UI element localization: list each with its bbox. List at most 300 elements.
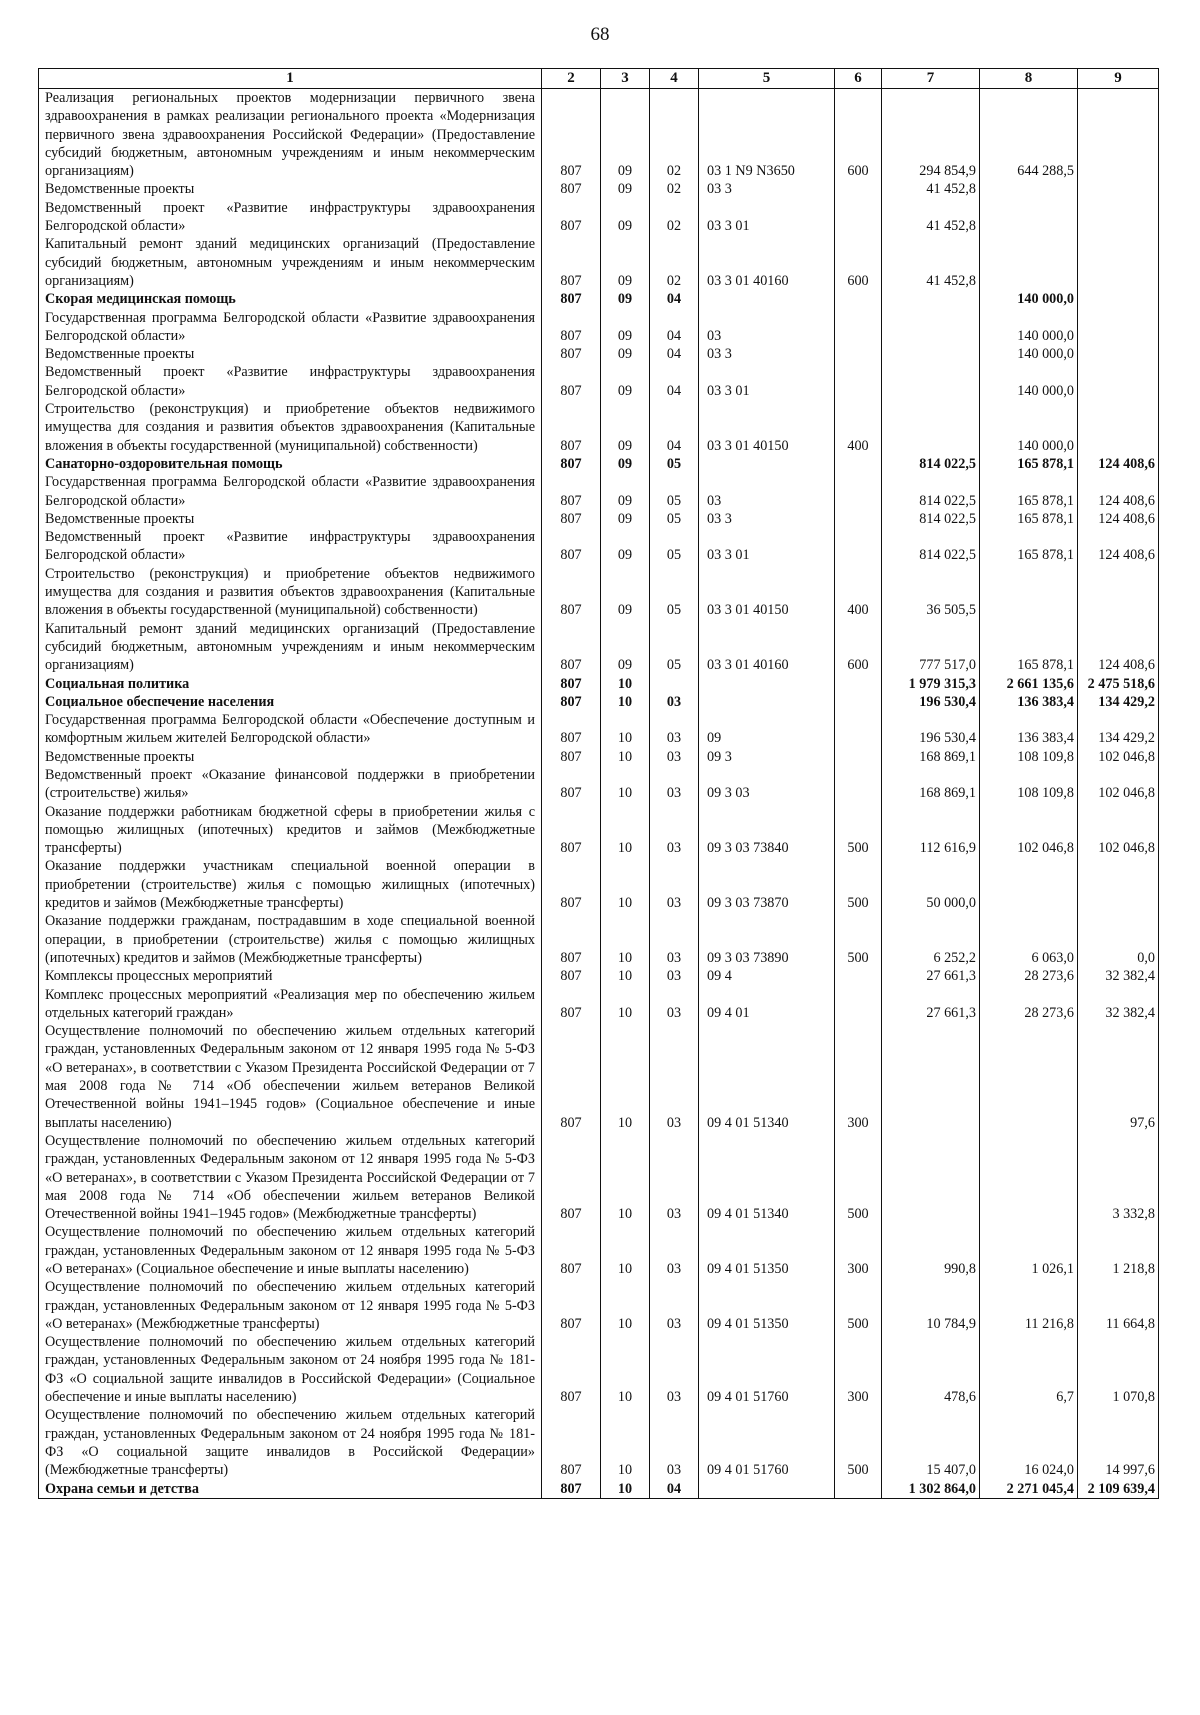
row-amount-col8: 28 273,6 [980,967,1078,985]
row-grbs: 807 [542,1406,601,1479]
row-name: Санаторно-оздоровительная помощь [39,455,542,473]
row-target-article [699,290,835,308]
row-subsection: 03 [650,803,699,858]
row-amount-col7: 10 784,9 [882,1278,980,1333]
row-section: 10 [601,857,650,912]
row-amount-col9: 97,6 [1078,1022,1159,1132]
row-grbs: 807 [542,363,601,400]
table-row [39,345,1159,363]
row-section: 10 [601,1278,650,1333]
row-amount-col9: 2 475 518,6 [1078,675,1159,693]
row-subsection: 03 [650,766,699,803]
row-section: 09 [601,620,650,675]
row-name: Комплексы процессных мероприятий [39,967,542,985]
row-grbs: 807 [542,986,601,1023]
row-grbs: 807 [542,565,601,620]
row-amount-col9: 14 997,6 [1078,1406,1159,1479]
row-amount-col9: 102 046,8 [1078,748,1159,766]
row-section: 09 [601,235,650,290]
row-section: 09 [601,309,650,346]
table-row [39,199,1159,236]
row-expense-type: 500 [835,803,882,858]
row-target-article: 09 4 01 51340 [699,1022,835,1132]
row-amount-col8 [980,180,1078,198]
row-subsection: 04 [650,345,699,363]
row-target-article: 09 3 03 73890 [699,912,835,967]
row-amount-col9 [1078,857,1159,912]
row-grbs: 807 [542,400,601,455]
row-amount-col8: 6 063,0 [980,912,1078,967]
row-amount-col9: 102 046,8 [1078,803,1159,858]
row-amount-col7: 196 530,4 [882,711,980,748]
row-amount-col7: 27 661,3 [882,967,980,985]
row-amount-col8: 2 271 045,4 [980,1480,1078,1499]
row-amount-col7: 41 452,8 [882,199,980,236]
row-section: 10 [601,912,650,967]
table-row [39,180,1159,198]
row-name: Ведомственный проект «Развитие инфраструктуры здравоохранения Белгородской области» [39,528,542,565]
row-expense-type: 300 [835,1223,882,1278]
row-section: 10 [601,748,650,766]
row-amount-col8 [980,565,1078,620]
row-expense-type: 500 [835,912,882,967]
row-target-article: 03 3 [699,345,835,363]
row-amount-col8: 644 288,5 [980,89,1078,181]
row-amount-col8: 102 046,8 [980,803,1078,858]
row-section: 09 [601,455,650,473]
row-target-article: 03 3 [699,510,835,528]
row-amount-col9: 32 382,4 [1078,967,1159,985]
table-row [39,675,1159,693]
row-name: Строительство (реконструкция) и приобретение объектов недвижимого имущества для создания и развития объектов здравоохранения (Капитальные вложения в объекты государственной (муниципальной) собственности) [39,400,542,455]
row-expense-type: 500 [835,1132,882,1223]
row-amount-col8: 16 024,0 [980,1406,1078,1479]
row-amount-col9: 2 109 639,4 [1078,1480,1159,1499]
row-grbs: 807 [542,235,601,290]
row-grbs: 807 [542,528,601,565]
row-subsection: 02 [650,180,699,198]
row-target-article: 09 4 01 51350 [699,1278,835,1333]
row-expense-type [835,675,882,693]
table-row [39,1223,1159,1278]
row-amount-col8: 140 000,0 [980,290,1078,308]
table-row [39,711,1159,748]
row-amount-col9 [1078,565,1159,620]
row-target-article [699,675,835,693]
row-subsection: 02 [650,89,699,181]
row-name: Осуществление полномочий по обеспечению жильем отдельных категорий граждан, установленных Федеральным законом от 12 января 1995 года № 5-ФЗ «О ветеранах» (Социальное обеспечение и иные выплаты населению) [39,1223,542,1278]
row-name: Ведомственный проект «Развитие инфраструктуры здравоохранения Белгородской области» [39,199,542,236]
row-amount-col8: 28 273,6 [980,986,1078,1023]
header-col-9: 9 [1078,69,1159,89]
row-target-article: 09 4 01 [699,986,835,1023]
table-row [39,473,1159,510]
row-amount-col8: 165 878,1 [980,528,1078,565]
row-amount-col7: 15 407,0 [882,1406,980,1479]
header-row [39,69,1159,89]
row-expense-type: 600 [835,620,882,675]
row-amount-col9: 134 429,2 [1078,693,1159,711]
row-target-article: 03 [699,473,835,510]
row-section: 10 [601,1333,650,1406]
row-grbs: 807 [542,473,601,510]
table-row [39,766,1159,803]
row-expense-type [835,510,882,528]
row-grbs: 807 [542,199,601,236]
row-grbs: 807 [542,693,601,711]
row-name: Ведомственные проекты [39,345,542,363]
row-expense-type: 500 [835,1406,882,1479]
page-number: 68 [590,24,610,45]
table-row [39,693,1159,711]
row-section: 10 [601,711,650,748]
row-amount-col7: 294 854,9 [882,89,980,181]
row-section: 10 [601,1406,650,1479]
row-name: Осуществление полномочий по обеспечению жильем отдельных категорий граждан, установленных Федеральным законом от 24 ноября 1995 года № 181-ФЗ «О социальной защите инвалидов в Российской Федерации» (Социальное обеспечение и иные выплаты населению) [39,1333,542,1406]
row-amount-col9 [1078,345,1159,363]
row-section: 09 [601,345,650,363]
row-subsection: 04 [650,309,699,346]
row-amount-col9: 134 429,2 [1078,711,1159,748]
row-expense-type: 600 [835,89,882,181]
row-amount-col7 [882,290,980,308]
row-target-article: 03 3 01 40150 [699,565,835,620]
row-name: Охрана семьи и детства [39,1480,542,1499]
row-grbs: 807 [542,803,601,858]
row-name: Оказание поддержки работникам бюджетной сферы в приобретении жилья с помощью жилищных (ипотечных) кредитов и займов (Межбюджетные трансферты) [39,803,542,858]
row-subsection: 03 [650,1132,699,1223]
row-amount-col7: 50 000,0 [882,857,980,912]
row-section: 10 [601,675,650,693]
row-grbs: 807 [542,345,601,363]
row-section: 10 [601,986,650,1023]
table-row [39,290,1159,308]
row-expense-type: 300 [835,1022,882,1132]
row-target-article: 09 4 [699,967,835,985]
row-name: Осуществление полномочий по обеспечению жильем отдельных категорий граждан, установленных Федеральным законом от 12 января 1995 года № 5-ФЗ «О ветеранах», в соответствии с Указом Президента Российской Федерации от 7 мая 2008 года № 714 «Об обеспечении жильем ветеранов Великой Отечественной войны 1941–1945 годов» (Социальное обеспечение и иные выплаты населению) [39,1022,542,1132]
row-subsection: 03 [650,912,699,967]
row-amount-col9: 124 408,6 [1078,455,1159,473]
row-name: Оказание поддержки участникам специальной военной операции в приобретении (строительстве) жилья с помощью жилищных (ипотечных) кредитов и займов (Межбюджетные трансферты) [39,857,542,912]
row-subsection: 04 [650,363,699,400]
row-subsection: 03 [650,1223,699,1278]
row-amount-col7: 6 252,2 [882,912,980,967]
row-section: 09 [601,400,650,455]
table-row [39,912,1159,967]
table-row [39,309,1159,346]
row-grbs: 807 [542,766,601,803]
row-section: 10 [601,1480,650,1499]
row-grbs: 807 [542,309,601,346]
header-col-8: 8 [980,69,1078,89]
row-amount-col7: 168 869,1 [882,766,980,803]
row-grbs: 807 [542,180,601,198]
row-target-article [699,1480,835,1499]
row-target-article: 03 3 01 40160 [699,620,835,675]
table-row [39,857,1159,912]
row-subsection: 04 [650,400,699,455]
header-col-2: 2 [542,69,601,89]
row-target-article: 09 4 01 51340 [699,1132,835,1223]
row-amount-col9: 124 408,6 [1078,510,1159,528]
header-col-3: 3 [601,69,650,89]
row-grbs: 807 [542,711,601,748]
row-amount-col8: 6,7 [980,1333,1078,1406]
row-amount-col9 [1078,180,1159,198]
row-target-article: 03 3 01 [699,363,835,400]
row-subsection: 03 [650,1022,699,1132]
row-name: Осуществление полномочий по обеспечению жильем отдельных категорий граждан, установленных Федеральным законом от 12 января 1995 года № 5-ФЗ «О ветеранах», в соответствии с Указом Президента Российской Федерации от 7 мая 2008 года № 714 «Об обеспечении жильем ветеранов Великой Отечественной войны 1941–1945 годов» (Межбюджетные трансферты) [39,1132,542,1223]
table-row [39,400,1159,455]
row-name: Ведомственный проект «Оказание финансовой поддержки в приобретении (строительстве) жилья» [39,766,542,803]
table-row [39,803,1159,858]
table-row [39,235,1159,290]
table-row [39,510,1159,528]
table-row [39,1132,1159,1223]
row-name: Капитальный ремонт зданий медицинских организаций (Предоставление субсидий бюджетным, автономным учреждениям и иным некоммерческим организациям) [39,235,542,290]
row-subsection: 04 [650,290,699,308]
budget-table [38,68,1159,1499]
row-subsection: 05 [650,528,699,565]
row-target-article: 03 3 01 40160 [699,235,835,290]
table-row [39,620,1159,675]
row-name: Осуществление полномочий по обеспечению жильем отдельных категорий граждан, установленных Федеральным законом от 12 января 1995 года № 5-ФЗ «О ветеранах» (Межбюджетные трансферты) [39,1278,542,1333]
row-amount-col7: 777 517,0 [882,620,980,675]
row-amount-col8: 136 383,4 [980,711,1078,748]
row-target-article: 09 [699,711,835,748]
row-name: Капитальный ремонт зданий медицинских организаций (Предоставление субсидий бюджетным, автономным учреждениям и иным некоммерческим организациям) [39,620,542,675]
row-amount-col8 [980,199,1078,236]
row-expense-type [835,967,882,985]
row-amount-col8: 136 383,4 [980,693,1078,711]
row-section: 09 [601,528,650,565]
row-amount-col7: 36 505,5 [882,565,980,620]
row-subsection: 05 [650,510,699,528]
row-amount-col8: 140 000,0 [980,363,1078,400]
row-subsection [650,675,699,693]
row-amount-col8: 108 109,8 [980,766,1078,803]
row-expense-type [835,309,882,346]
row-section: 09 [601,510,650,528]
row-expense-type: 600 [835,235,882,290]
row-amount-col7: 27 661,3 [882,986,980,1023]
table-body [39,89,1159,1499]
row-grbs: 807 [542,1480,601,1499]
row-target-article: 03 [699,309,835,346]
row-expense-type: 300 [835,1333,882,1406]
row-name: Осуществление полномочий по обеспечению жильем отдельных категорий граждан, установленных Федеральным законом от 24 ноября 1995 года № 181-ФЗ «О социальной защите инвалидов в Российской Федерации» (Межбюджетные трансферты) [39,1406,542,1479]
row-section: 09 [601,199,650,236]
row-expense-type [835,986,882,1023]
row-target-article: 09 4 01 51350 [699,1223,835,1278]
table-row [39,1406,1159,1479]
row-subsection: 05 [650,565,699,620]
row-subsection: 03 [650,1333,699,1406]
row-amount-col9: 0,0 [1078,912,1159,967]
row-name: Социальное обеспечение населения [39,693,542,711]
row-amount-col9: 32 382,4 [1078,986,1159,1023]
row-expense-type [835,766,882,803]
row-subsection: 02 [650,235,699,290]
row-expense-type [835,180,882,198]
row-name: Государственная программа Белгородской области «Развитие здравоохранения Белгородской области» [39,473,542,510]
row-target-article: 03 1 N9 N3650 [699,89,835,181]
row-section: 09 [601,290,650,308]
row-target-article: 09 4 01 51760 [699,1333,835,1406]
row-subsection: 04 [650,1480,699,1499]
row-amount-col7: 990,8 [882,1223,980,1278]
row-expense-type [835,528,882,565]
row-target-article: 09 4 01 51760 [699,1406,835,1479]
row-grbs: 807 [542,455,601,473]
row-name: Строительство (реконструкция) и приобретение объектов недвижимого имущества для создания и развития объектов здравоохранения (Капитальные вложения в объекты государственной (муниципальной) собственности) [39,565,542,620]
row-grbs: 807 [542,1333,601,1406]
row-amount-col7: 112 616,9 [882,803,980,858]
row-expense-type [835,693,882,711]
row-amount-col8 [980,857,1078,912]
row-amount-col9 [1078,400,1159,455]
row-section: 10 [601,803,650,858]
row-subsection: 03 [650,857,699,912]
row-target-article: 09 3 03 73840 [699,803,835,858]
row-amount-col9 [1078,89,1159,181]
row-amount-col7: 1 302 864,0 [882,1480,980,1499]
row-grbs: 807 [542,675,601,693]
row-amount-col9 [1078,235,1159,290]
row-grbs: 807 [542,89,601,181]
header-col-1: 1 [39,69,542,89]
row-target-article: 09 3 03 [699,766,835,803]
row-amount-col7: 814 022,5 [882,528,980,565]
row-amount-col7: 478,6 [882,1333,980,1406]
row-expense-type: 500 [835,1278,882,1333]
row-expense-type: 400 [835,565,882,620]
row-amount-col9: 124 408,6 [1078,473,1159,510]
header-col-4: 4 [650,69,699,89]
row-target-article [699,693,835,711]
row-grbs: 807 [542,1132,601,1223]
table-row [39,363,1159,400]
row-section: 10 [601,967,650,985]
row-amount-col9: 1 218,8 [1078,1223,1159,1278]
row-amount-col9: 124 408,6 [1078,528,1159,565]
row-grbs: 807 [542,1022,601,1132]
row-subsection: 03 [650,693,699,711]
row-amount-col9 [1078,199,1159,236]
row-grbs: 807 [542,748,601,766]
table-row [39,967,1159,985]
table-row [39,455,1159,473]
row-name: Государственная программа Белгородской области «Развитие здравоохранения Белгородской области» [39,309,542,346]
header-col-7: 7 [882,69,980,89]
row-amount-col9: 1 070,8 [1078,1333,1159,1406]
row-name: Ведомственные проекты [39,180,542,198]
row-section: 10 [601,766,650,803]
row-amount-col8 [980,1132,1078,1223]
row-amount-col8: 2 661 135,6 [980,675,1078,693]
row-subsection: 03 [650,1278,699,1333]
table-row [39,89,1159,181]
row-amount-col9: 3 332,8 [1078,1132,1159,1223]
row-section: 09 [601,363,650,400]
row-target-article: 03 3 01 [699,528,835,565]
row-amount-col8: 140 000,0 [980,400,1078,455]
row-amount-col7: 1 979 315,3 [882,675,980,693]
row-name: Ведомственные проекты [39,748,542,766]
row-amount-col9 [1078,290,1159,308]
row-amount-col7: 814 022,5 [882,510,980,528]
row-amount-col7: 814 022,5 [882,455,980,473]
row-grbs: 807 [542,1223,601,1278]
row-amount-col8: 140 000,0 [980,345,1078,363]
row-amount-col7 [882,1132,980,1223]
row-amount-col7: 814 022,5 [882,473,980,510]
row-section: 10 [601,1132,650,1223]
row-name: Социальная политика [39,675,542,693]
row-name: Ведомственные проекты [39,510,542,528]
row-amount-col7: 41 452,8 [882,180,980,198]
row-amount-col9: 124 408,6 [1078,620,1159,675]
row-amount-col8: 165 878,1 [980,620,1078,675]
row-grbs: 807 [542,290,601,308]
table-row [39,1333,1159,1406]
row-expense-type [835,748,882,766]
row-target-article: 03 3 [699,180,835,198]
row-expense-type [835,473,882,510]
table-row [39,986,1159,1023]
table-row [39,1480,1159,1499]
row-grbs: 807 [542,1278,601,1333]
row-expense-type [835,363,882,400]
row-name: Комплекс процессных мероприятий «Реализация мер по обеспечению жильем отдельных категорий граждан» [39,986,542,1023]
row-grbs: 807 [542,912,601,967]
row-target-article: 09 3 [699,748,835,766]
row-target-article: 09 3 03 73870 [699,857,835,912]
row-grbs: 807 [542,620,601,675]
row-amount-col7: 168 869,1 [882,748,980,766]
row-amount-col8: 165 878,1 [980,455,1078,473]
row-amount-col8: 165 878,1 [980,510,1078,528]
row-name: Государственная программа Белгородской области «Обеспечение доступным и комфортным жильем жителей Белгородской области» [39,711,542,748]
row-subsection: 03 [650,986,699,1023]
row-expense-type [835,199,882,236]
row-expense-type [835,1480,882,1499]
row-target-article: 03 3 01 [699,199,835,236]
table-row [39,1278,1159,1333]
row-amount-col7 [882,345,980,363]
row-expense-type: 500 [835,857,882,912]
row-subsection: 03 [650,967,699,985]
row-expense-type [835,711,882,748]
row-subsection: 05 [650,455,699,473]
row-section: 10 [601,1022,650,1132]
row-amount-col9: 102 046,8 [1078,766,1159,803]
table-row [39,528,1159,565]
row-amount-col8: 165 878,1 [980,473,1078,510]
row-grbs: 807 [542,857,601,912]
row-amount-col9 [1078,363,1159,400]
row-section: 09 [601,565,650,620]
row-amount-col7 [882,363,980,400]
row-expense-type: 400 [835,400,882,455]
row-amount-col8 [980,1022,1078,1132]
row-name: Оказание поддержки гражданам, пострадавшим в ходе специальной военной операции, в приобретении (строительстве) жилья с помощью жилищных (ипотечных) кредитов и займов (Межбюджетные трансферты) [39,912,542,967]
row-section: 09 [601,89,650,181]
row-amount-col7 [882,309,980,346]
row-amount-col8: 1 026,1 [980,1223,1078,1278]
row-subsection: 03 [650,1406,699,1479]
header-col-5: 5 [699,69,835,89]
